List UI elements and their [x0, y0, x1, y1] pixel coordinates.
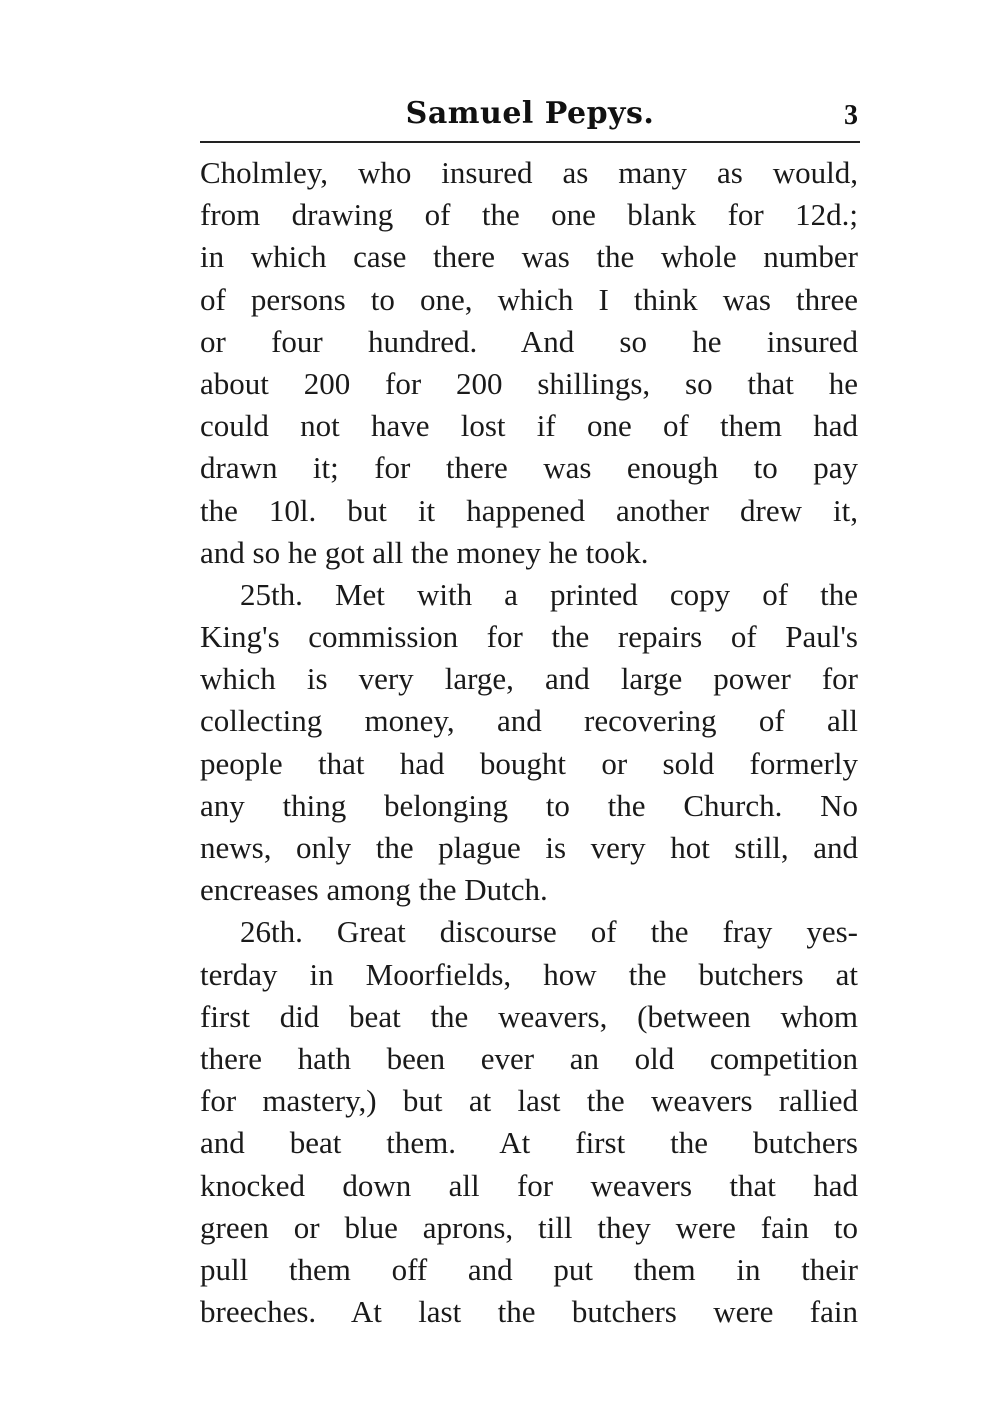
text-line: or four hundred. And so he insured [200, 323, 858, 359]
text-line: and so he got all the money he took. [200, 534, 649, 570]
text-line: collecting money, and recovering of all [200, 703, 858, 739]
text-line: for mastery,) but at last the weavers rallied [200, 1083, 858, 1119]
text-line: there hath been ever an old competition [200, 1040, 858, 1076]
header-rule [200, 141, 860, 143]
text-line: news, only the plague is very hot still, and [200, 830, 858, 865]
text-line: the 10l. but it happened another drew it, [200, 492, 858, 528]
text-line: and beat them. At first the butchers [200, 1125, 858, 1161]
text-line: King's commission for the repairs of Paul's [200, 619, 858, 655]
text-line: pull them off and put them in their [200, 1251, 858, 1287]
text-line: first did beat the weavers, (between whom [200, 998, 858, 1034]
text-line: drawn it; for there was enough to pay [200, 450, 858, 486]
text-line: green or blue aprons, till they were fain to [200, 1209, 858, 1245]
text-line: terday in Moorfields, how the butchers at [200, 956, 858, 992]
text-line: from drawing of the one blank for 12d.; [200, 197, 858, 233]
text-line: 25th. Met with a printed copy of the [240, 576, 858, 612]
page-number: 3 [844, 100, 858, 131]
text-line: could not have lost if one of them had [200, 408, 858, 444]
body-text [200, 152, 858, 1333]
text-line: which is very large, and large power for [200, 661, 858, 697]
text-line: in which case there was the whole number [200, 239, 858, 275]
text-line: 26th. Great discourse of the fray yes- [240, 914, 858, 950]
text-line: breeches. At last the butchers were fain [200, 1294, 858, 1330]
text-line: about 200 for 200 shillings, so that he [200, 365, 858, 401]
running-head [200, 96, 860, 136]
text-line: encreases among the Dutch. [200, 872, 548, 908]
text-line: of persons to one, which I think was three [200, 281, 858, 317]
running-title: Samuel Pepys. [405, 96, 655, 131]
text-line: Cholmley, who insured as many as would, [200, 155, 858, 190]
text-line: people that had bought or sold formerly [200, 745, 858, 781]
text-line: any thing belonging to the Church. No [200, 787, 858, 823]
text-line: knocked down all for weavers that had [200, 1167, 858, 1203]
